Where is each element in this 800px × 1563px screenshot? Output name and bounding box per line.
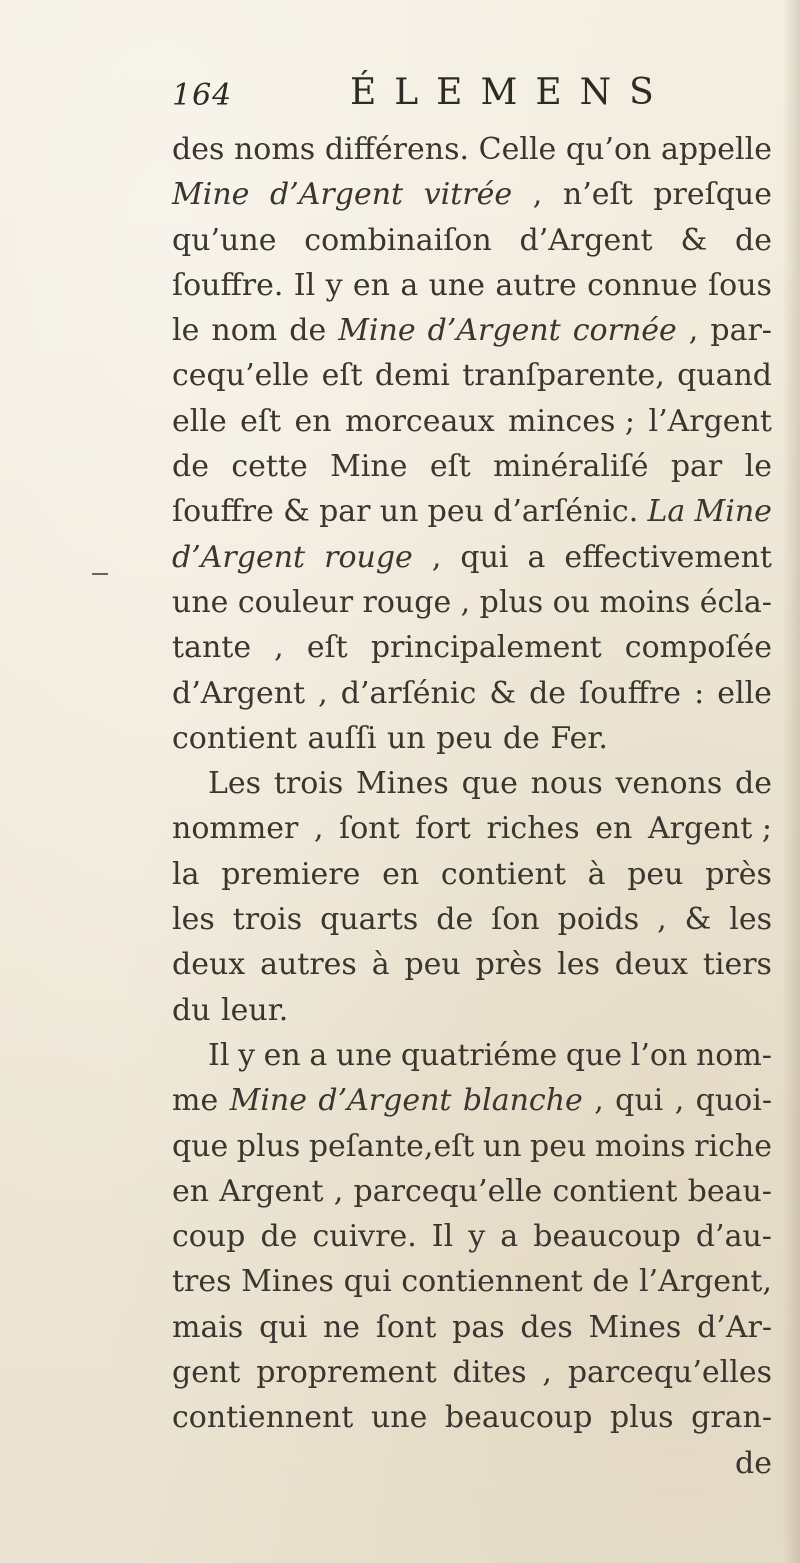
word: d’Ar- — [697, 1309, 772, 1345]
word: elle — [172, 403, 227, 439]
word: ſouffre — [579, 675, 682, 711]
word: différens. — [324, 132, 470, 167]
word: Mines — [241, 1264, 334, 1300]
word: que — [461, 766, 518, 802]
word: l’Argent — [648, 403, 772, 439]
word: , — [333, 1173, 344, 1209]
word: contient — [552, 1173, 678, 1209]
text-line — [172, 308, 772, 353]
word: Les — [208, 766, 262, 802]
word: proprement — [256, 1355, 437, 1391]
word: & — [489, 675, 517, 711]
word: du — [172, 992, 211, 1028]
word: fort — [415, 811, 471, 847]
word: , — [274, 630, 284, 666]
word: principalement — [370, 630, 602, 666]
word: tante — [172, 630, 252, 666]
word: par — [670, 449, 723, 485]
word: parcequ’elles — [567, 1355, 772, 1391]
word: en — [294, 403, 332, 439]
word: le — [744, 449, 772, 485]
word: tiers — [702, 947, 772, 983]
word: beaucoup — [444, 1400, 593, 1436]
word: d’Argent — [318, 1083, 452, 1119]
word: l’Argent, — [638, 1264, 772, 1300]
word: un — [482, 1128, 522, 1164]
word: riches — [486, 811, 580, 847]
word: de — [529, 675, 567, 711]
word: une — [428, 267, 486, 303]
text-line — [172, 897, 772, 942]
word: les — [557, 947, 600, 983]
word: combinaiſon — [304, 222, 492, 258]
word: n’eſt — [562, 177, 633, 213]
word: en — [595, 811, 633, 847]
word: peu — [627, 856, 684, 892]
text-line — [172, 1033, 772, 1078]
word: , — [657, 902, 667, 938]
word: de — [735, 1445, 772, 1481]
word: d’Argent — [270, 177, 404, 213]
word: couleur — [237, 584, 354, 620]
word: a — [309, 1037, 328, 1073]
text-line — [172, 218, 772, 263]
word: rouge — [324, 539, 413, 575]
word: de — [502, 720, 540, 756]
word: dites — [452, 1355, 527, 1391]
body-text — [172, 127, 772, 1486]
word: d’Argent — [519, 222, 653, 258]
word: nous — [530, 766, 603, 802]
text-line — [172, 444, 772, 489]
word: deux — [172, 947, 246, 983]
text-line — [172, 1169, 772, 1214]
running-title: ÉLEMENS — [350, 72, 672, 113]
word: trois — [273, 766, 344, 802]
text-line — [172, 127, 772, 172]
word: contient — [440, 856, 566, 892]
word: y — [238, 1037, 256, 1073]
word: Mine — [338, 313, 416, 349]
word: des — [520, 1309, 573, 1345]
word: , — [688, 313, 699, 349]
word: que — [172, 1128, 229, 1164]
word: venons — [615, 766, 723, 802]
word: plus — [610, 1400, 674, 1436]
word: leur. — [221, 992, 289, 1028]
text-line — [172, 1350, 772, 1395]
word: d’au- — [695, 1219, 772, 1255]
word: Mines — [588, 1309, 682, 1345]
word: a — [527, 539, 546, 575]
word: l’on — [630, 1037, 688, 1073]
word: demi — [374, 358, 450, 394]
word: Il — [293, 267, 316, 303]
word: minéraliſé — [493, 449, 649, 485]
word: ſont — [375, 1309, 437, 1345]
word: quand — [677, 358, 772, 394]
text-line — [172, 1441, 772, 1486]
word: a — [400, 267, 419, 303]
text-line — [172, 1259, 772, 1304]
word: appelle — [660, 132, 772, 167]
word: les — [729, 902, 772, 938]
text-line — [172, 263, 772, 308]
word: Il — [431, 1219, 454, 1255]
word: eſt — [240, 403, 282, 439]
word: y — [468, 1219, 486, 1255]
word: , — [542, 1355, 552, 1391]
text-line — [172, 580, 772, 625]
word: deux — [614, 947, 688, 983]
word: qu’une — [172, 222, 277, 258]
word: près — [475, 947, 543, 983]
word: ſouffre — [172, 494, 274, 530]
word: gent — [172, 1355, 241, 1391]
word: une — [335, 1037, 393, 1073]
word: une — [370, 1400, 428, 1436]
word: auſſi — [307, 720, 377, 756]
word: nom- — [695, 1037, 772, 1073]
word: un — [379, 494, 419, 530]
word: , — [532, 177, 543, 213]
word: par- — [710, 313, 772, 349]
word: La — [647, 494, 686, 530]
margin-mark — [92, 573, 108, 575]
word: blanche — [462, 1083, 583, 1119]
word: tranſparente, — [462, 358, 665, 394]
word: , — [594, 1083, 604, 1119]
text-line — [172, 671, 772, 716]
word: d’Argent — [427, 313, 561, 349]
word: de — [592, 1264, 630, 1300]
word: noms — [233, 132, 316, 167]
word: de — [260, 1219, 298, 1255]
word: qui — [259, 1309, 308, 1345]
word: cette — [231, 449, 308, 485]
word: en — [263, 1037, 301, 1073]
word: une — [172, 584, 229, 620]
word: peu — [404, 947, 461, 983]
word: autre — [495, 267, 577, 303]
word: contient — [172, 720, 297, 756]
word: preſque — [653, 177, 772, 213]
word: Argent ; — [647, 811, 772, 847]
word: cornée — [572, 313, 677, 349]
word: tres — [172, 1264, 232, 1300]
word: un — [386, 720, 426, 756]
word: d’arſénic. — [493, 494, 639, 530]
word: plus — [479, 584, 544, 620]
word: en — [172, 1173, 210, 1209]
word: : — [694, 675, 705, 711]
word: & — [283, 494, 310, 530]
word: écla- — [699, 584, 772, 620]
word: peu — [436, 720, 493, 756]
word: eſt — [321, 358, 363, 394]
word: d’arſénic — [340, 675, 477, 711]
word: plus — [236, 1128, 301, 1164]
word: Mine — [172, 177, 250, 213]
word: ne — [322, 1309, 361, 1345]
word: gran- — [691, 1400, 772, 1436]
word: qui — [343, 1264, 392, 1300]
text-line — [172, 806, 772, 851]
word: trois — [232, 902, 303, 938]
word: Celle — [478, 132, 557, 167]
word: nom — [211, 313, 278, 349]
word: que — [565, 1037, 623, 1073]
word: ſous — [708, 267, 772, 303]
text-line — [172, 852, 772, 897]
word: coup — [172, 1219, 246, 1255]
word: minces ; — [508, 403, 636, 439]
text-line — [172, 1395, 772, 1440]
word: peſante,eſt — [308, 1128, 475, 1164]
text-line — [172, 716, 772, 761]
word: elle — [717, 675, 772, 711]
word: vitrée — [423, 177, 513, 213]
word: ſont — [339, 811, 400, 847]
word: à — [587, 856, 606, 892]
word: beau- — [687, 1173, 772, 1209]
word: cuivre. — [312, 1219, 417, 1255]
word: Il — [208, 1037, 230, 1073]
word: qu’on — [565, 132, 652, 167]
word: de — [735, 222, 772, 258]
word: moins — [594, 1128, 686, 1164]
word: quatriéme — [400, 1037, 558, 1073]
word: la — [172, 856, 200, 892]
word: le — [172, 313, 200, 349]
word: connue — [587, 267, 698, 303]
word: qui — [460, 539, 509, 575]
word: peu — [427, 494, 484, 530]
word: mais — [172, 1309, 244, 1345]
word: y — [325, 267, 343, 303]
word: Mine — [330, 449, 408, 485]
word: d’Argent — [172, 539, 306, 575]
word: de — [289, 313, 327, 349]
word: Mine — [694, 494, 772, 530]
word: quoi- — [695, 1083, 772, 1119]
word: , — [674, 1083, 685, 1119]
word: Fer. — [550, 720, 608, 756]
text-line — [172, 399, 772, 444]
word: eſt — [429, 449, 471, 485]
word: près — [705, 856, 772, 892]
word: , — [431, 539, 442, 575]
word: de — [436, 902, 474, 938]
text-line — [172, 625, 772, 670]
page-number: 164 — [172, 78, 233, 113]
word: & — [680, 222, 708, 258]
word: & — [684, 902, 712, 938]
word: rouge — [362, 584, 452, 620]
word: ou — [552, 584, 591, 620]
word: compoſée — [624, 630, 772, 666]
word: eſt — [306, 630, 348, 666]
word: a — [500, 1219, 519, 1255]
word: d’Argent — [172, 675, 306, 711]
text-line — [172, 1124, 772, 1169]
word: peu — [530, 1128, 587, 1164]
word: de — [172, 449, 209, 485]
text-line — [172, 489, 772, 534]
text-line — [172, 988, 772, 1033]
word: Mine — [229, 1083, 307, 1119]
word: effectivement — [564, 539, 772, 575]
word: les — [172, 902, 215, 938]
word: quarts — [320, 902, 419, 938]
page-edge-shadow — [782, 0, 800, 1563]
text-line — [172, 942, 772, 987]
text-line — [172, 535, 772, 580]
word: pas — [452, 1309, 505, 1345]
word: moins — [599, 584, 691, 620]
text-line — [172, 353, 772, 398]
word: en — [382, 856, 420, 892]
word: par — [319, 494, 371, 530]
text-line — [172, 1078, 772, 1123]
word: parcequ’elle — [353, 1173, 543, 1209]
word: Argent — [219, 1173, 324, 1209]
word: , — [460, 584, 471, 620]
word: des — [172, 132, 225, 167]
word: contiennent — [401, 1264, 583, 1300]
word: de — [735, 766, 772, 802]
word: morceaux — [345, 403, 495, 439]
word: premiere — [221, 856, 361, 892]
word: , — [313, 811, 324, 847]
word: qui — [615, 1083, 664, 1119]
word: en — [352, 267, 390, 303]
word: à — [371, 947, 390, 983]
word: ſouffre. — [172, 267, 284, 303]
word: riche — [694, 1128, 772, 1164]
word: autres — [260, 947, 357, 983]
text-line — [172, 1305, 772, 1350]
word: , — [318, 675, 328, 711]
word: Mines — [356, 766, 449, 802]
text-line — [172, 172, 772, 217]
word: cequ’elle — [172, 358, 310, 394]
word: nommer — [172, 811, 299, 847]
text-line — [172, 761, 772, 806]
text-line — [172, 1214, 772, 1259]
word: beaucoup — [533, 1219, 681, 1255]
word: contiennent — [172, 1400, 354, 1436]
word: ſon — [491, 902, 540, 938]
word: me — [172, 1083, 219, 1119]
word: poids — [557, 902, 640, 938]
